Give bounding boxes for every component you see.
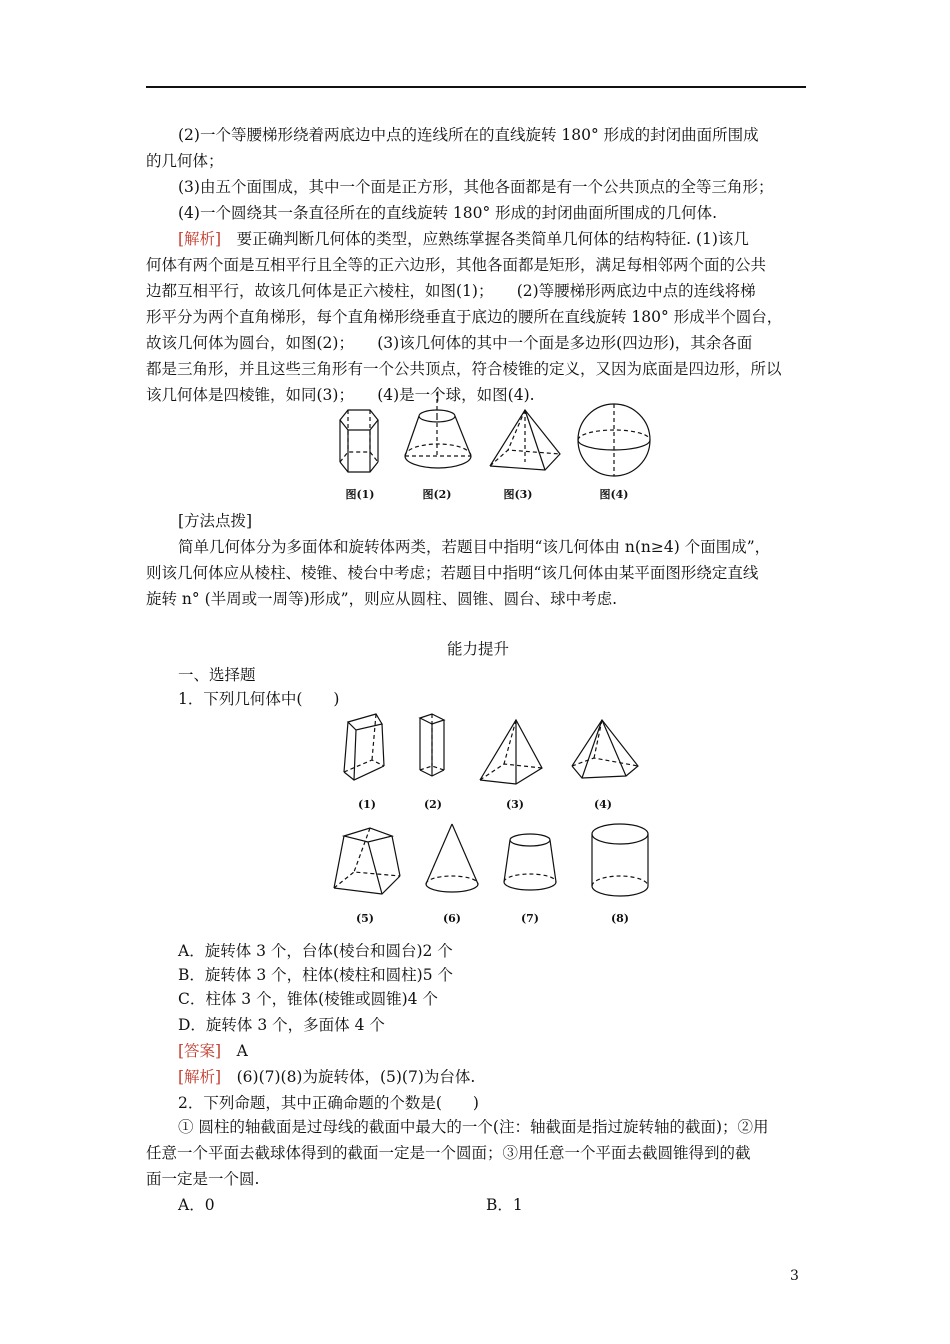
frustum-cone-figure — [405, 392, 471, 468]
figure-caption: (4) — [593, 798, 613, 811]
analysis-line — [178, 1064, 810, 1090]
cone-figure — [426, 824, 478, 892]
figure-caption: (1) — [357, 798, 377, 811]
question-1-figures-bottom — [330, 820, 670, 900]
section-title: 能力提升 — [446, 640, 509, 658]
figure-caption: 图(4) — [599, 488, 629, 501]
figure-caption: (8) — [610, 912, 630, 925]
option-b: B．旋转体 3 个，柱体(棱柱和圆柱)5 个 — [178, 966, 453, 984]
solids-figure-row — [330, 400, 660, 480]
method-line: 旋转 n° (半周或一周等)形成”，则应从圆柱、圆锥、圆台、球中考虑. — [146, 590, 618, 608]
method-title: [方法点拨] — [178, 512, 253, 530]
square-pyramid-figure — [480, 720, 542, 784]
answer-value: A — [221, 1042, 248, 1060]
method-line: 则该几何体应从棱柱、棱锥、棱台中考虑；若题目中指明“该几何体由某平面图形绕定直线 — [146, 564, 759, 582]
page-number: 3 — [790, 1268, 799, 1284]
question-2-line: 面一定是一个圆. — [146, 1170, 260, 1188]
answer-tag: [答案] — [178, 1042, 222, 1060]
rectangular-prism-figure — [420, 714, 444, 776]
figure-caption: 图(1) — [345, 488, 375, 501]
analysis-tag: [解析] — [178, 1068, 222, 1086]
analysis-line: 都是三角形，并且这些三角形有一个公共顶点，符合棱锥的定义，又因为底面是四边形，所以 — [146, 360, 782, 378]
figure-caption: 图(2) — [422, 488, 452, 501]
analysis-line: 形平分为两个直角梯形，每个直角梯形绕垂直于底边的腰所在直线旋转 180° 形成半个圆台， — [146, 308, 783, 326]
square-pyramid-figure — [490, 410, 560, 470]
figure-caption: 图(3) — [503, 488, 533, 501]
cylinder-figure — [592, 824, 648, 896]
figure-caption: (3) — [505, 798, 525, 811]
option-a: A．0 — [178, 1196, 215, 1214]
sphere-figure — [578, 404, 650, 476]
option-b: B．1 — [486, 1196, 523, 1214]
figure-caption: (5) — [355, 912, 375, 925]
question-2-stem: 2．下列命题，其中正确命题的个数是( ) — [178, 1094, 479, 1112]
analysis-first-line — [178, 226, 810, 252]
analysis-text: (6)(7)(8)为旋转体，(5)(7)为台体. — [221, 1068, 476, 1086]
analysis-line: 何体有两个面是互相平行且全等的正六边形，其他各面都是矩形，满足每相邻两个面的公共 — [146, 256, 767, 274]
intro-line: (3)由五个面围成，其中一个面是正方形，其他各面都是有一个公共顶点的全等三角形； — [178, 178, 774, 196]
figure-caption: (2) — [423, 798, 443, 811]
hexagonal-prism-figure — [340, 410, 378, 472]
intro-line: (4)一个圆绕其一条直径所在的直线旋转 180° 形成的封闭曲面所围成的几何体. — [178, 204, 718, 222]
intro-line: 的几何体； — [146, 152, 224, 170]
intro-line: (2)一个等腰梯形绕着两底边中点的连线所在的直线旋转 180° 形成的封闭曲面所围成 — [178, 126, 759, 144]
option-a: A．旋转体 3 个，台体(棱台和圆台)2 个 — [178, 942, 453, 960]
subsection-title: 一、选择题 — [178, 666, 256, 684]
analysis-line: 故该几何体为圆台，如图(2)； (3)该几何体的其中一个面是多边形(四边形)，其余各面 — [146, 334, 753, 352]
frustum-cone-figure — [504, 834, 556, 890]
option-c: C．柱体 3 个，锥体(棱锥或圆锥)4 个 — [178, 990, 438, 1008]
pentagonal-pyramid-figure — [572, 720, 638, 778]
analysis-line: 该几何体是四棱锥，如同(3)； (4)是一个球，如图(4). — [146, 386, 535, 404]
oblique-prism-figure — [344, 714, 384, 780]
question-2-line: ① 圆柱的轴截面是过母线的截面中最大的一个(注：轴截面是指过旋转轴的截面)；②用 — [178, 1118, 769, 1136]
frustum-pyramid-figure — [334, 828, 400, 894]
question-1-stem: 1．下列几何体中( ) — [178, 690, 340, 708]
analysis-line: 边都互相平行，故该几何体是正六棱柱，如图(1)； (2)等腰梯形两底边中点的连线将梯 — [146, 282, 756, 300]
header-rule — [146, 86, 806, 88]
question-1-figures-top — [336, 712, 666, 792]
answer-line — [178, 1038, 810, 1064]
analysis-tag: [解析] — [178, 230, 222, 248]
option-d: D．旋转体 3 个，多面体 4 个 — [178, 1016, 385, 1034]
question-2-line: 任意一个平面去截球体得到的截面一定是一个圆面；③用任意一个平面去截圆锥得到的截 — [146, 1144, 751, 1162]
figure-caption: (7) — [520, 912, 540, 925]
method-line: 简单几何体分为多面体和旋转体两类，若题目中指明“该几何体由 n(n≥4) 个面围成”， — [178, 538, 771, 556]
figure-caption: (6) — [442, 912, 462, 925]
analysis-text: 要正确判断几何体的类型，应熟练掌握各类简单几何体的结构特征. (1)该几 — [221, 230, 749, 248]
